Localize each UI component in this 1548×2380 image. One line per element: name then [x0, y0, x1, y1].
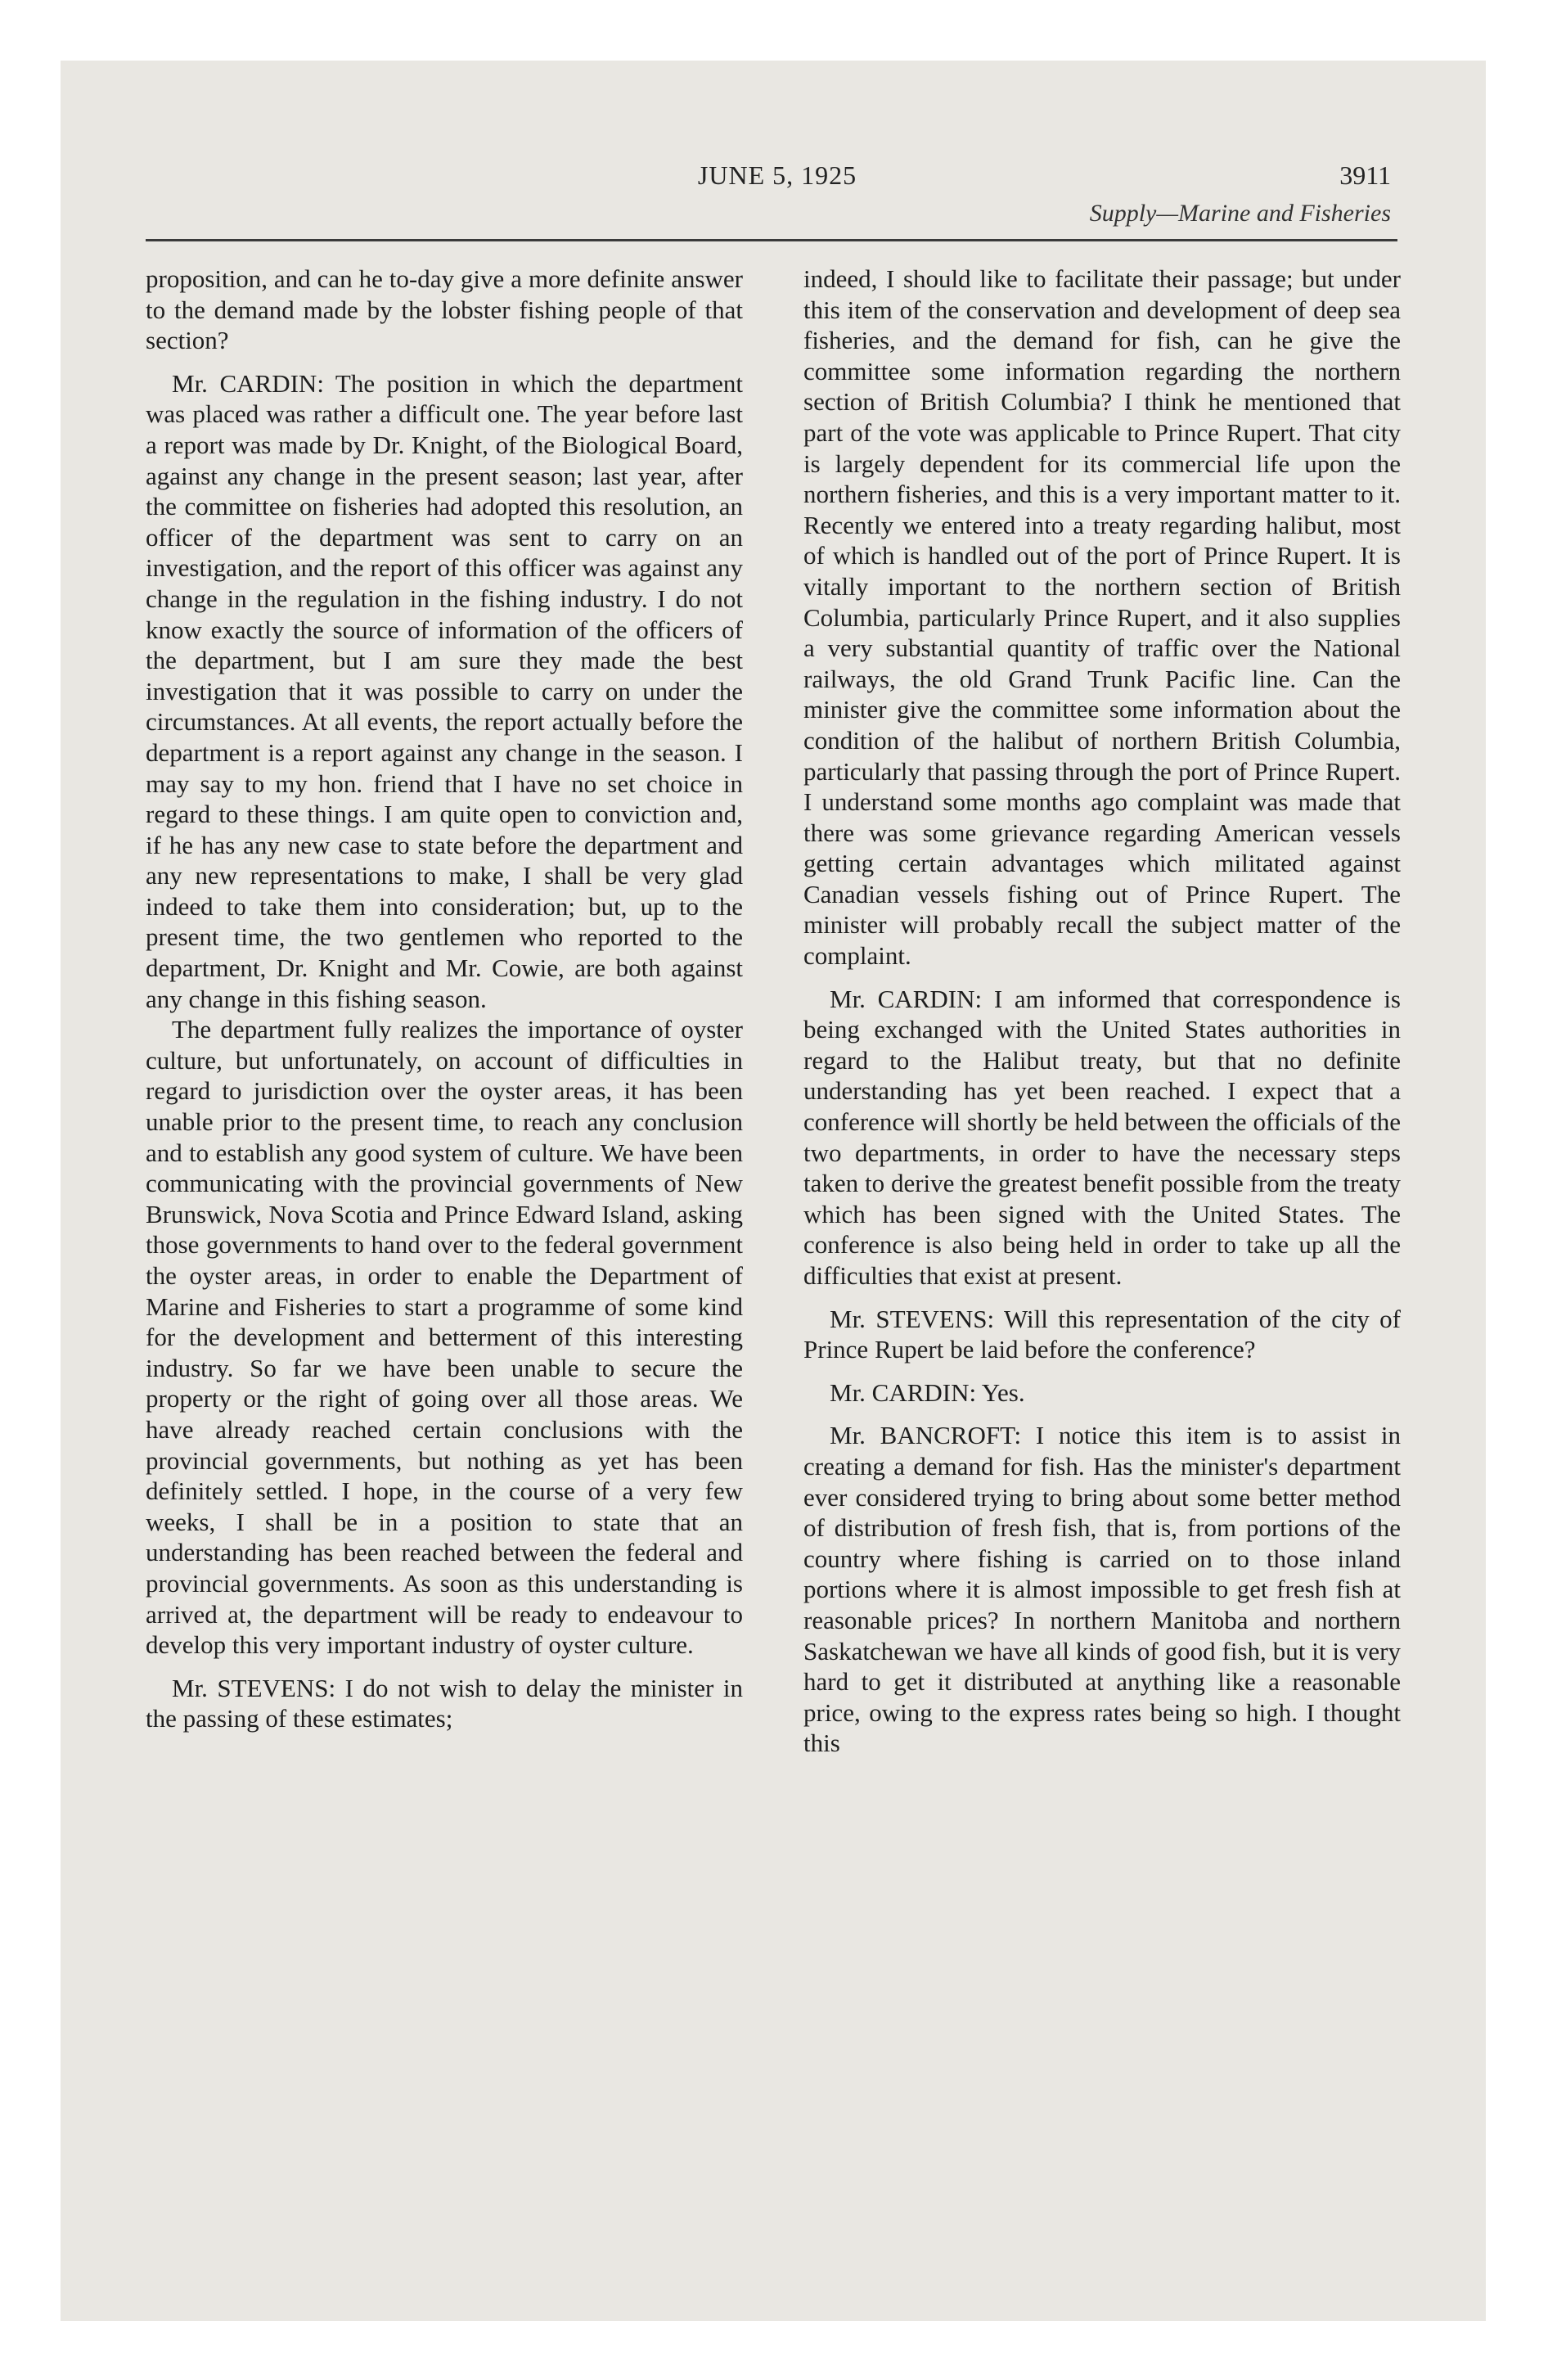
- right-column: [803, 264, 1401, 1759]
- paragraph: indeed, I should like to facilitate their passage; but under this item of the conservation and development of deep sea fisheries, and the demand for fish, can he give the committee some information regarding the northern section of British Columbia? I think he mentioned that part of the vote was applicable to Prince Rupert. That city is largely dependent for its commercial life upon the northern fisheries, and this is a very important matter to it. Recently we entered into a treaty regarding halibut, most of which is handled out of the port of Prince Rupert. It is vitally important to the northern section of British Columbia, particularly Prince Rupert, and it also supplies a very substantial quantity of traffic over the National railways, the old Grand Trunk Pacific line. Can the minister give the committee some information about the condition of the halibut of northern British Columbia, particularly that passing through the port of Prince Rupert. I understand some months ago complaint was made that there was some grievance regarding American vessels getting certain advantages which militated against Canadian vessels fishing out of Prince Rupert. The minister will probably recall the subject matter of the complaint.: [803, 264, 1401, 971]
- page-number: 3911: [1339, 160, 1391, 190]
- header-date: JUNE 5, 1925: [697, 160, 857, 190]
- paragraph: Mr. CARDIN: Yes.: [830, 1377, 1025, 1407]
- header-subtitle: Supply—Marine and Fisheries: [1089, 200, 1391, 227]
- header-rule: [146, 239, 1397, 241]
- left-column: [146, 264, 743, 1734]
- paragraph: proposition, and can he to-day give a more definite answer to the demand made by the lobster fishing people of that section?: [146, 264, 743, 355]
- paragraph: Mr. STEVENS: Will this representation of the city of Prince Rupert be laid before the conference?: [803, 1304, 1401, 1364]
- paragraph: Mr. CARDIN: I am informed that correspondence is being exchanged with the United States authorities in regard to the Halibut treaty, but that no definite understanding has yet been reached. I expect that a conference will shortly be held between the officials of the two departments, in order to have the necessary steps taken to derive the greatest benefit possible from the treaty which has been signed with the United States. The conference is also being held in order to take up all the difficulties that exist at present.: [803, 984, 1401, 1290]
- paragraph: Mr. STEVENS: I do not wish to delay the minister in the passing of these estimates;: [146, 1673, 743, 1733]
- paragraph: The department fully realizes the importance of oyster culture, but unfortunately, on account of difficulties in regard to jurisdiction over the oyster areas, it has been unable prior to the present time, to reach any conclusion and to establish any good system of culture. We have been communicating with the provincial governments of New Brunswick, Nova Scotia and Prince Edward Island, asking those governments to hand over to the federal government the oyster areas, in order to enable the Department of Marine and Fisheries to start a programme of some kind for the development and betterment of this interesting industry. So far we have been unable to secure the property or the right of going over all those areas. We have already reached certain conclusions with the provincial governments, but nothing as yet has been definitely settled. I hope, in the course of a very few weeks, I shall be in a position to state that an understanding has been reached between the federal and provincial governments. As soon as this understanding is arrived at, the department will be ready to endeavour to develop this very important industry of oyster culture.: [146, 1015, 743, 1660]
- paragraph: Mr. CARDIN: The position in which the department was placed was rather a difficult one. The year before last a report was made by Dr. Knight, of the Biological Board, against any change in the present season; last year, after the committee on fisheries had adopted this resolution, an officer of the department was sent to carry on an investigation, and the report of this officer was against any change in the regulation in the fishing industry. I do not know exactly the source of information of the officers of the department, but I am sure they made the best investigation that it was possible to carry on under the circumstances. At all events, the report actually before the department is a report against any change in the season. I may say to my hon. friend that I have no set choice in regard to these things. I am quite open to conviction and, if he has any new case to state before the department and any new representations to make, I shall be very glad indeed to take them into consideration; but, up to the present time, the two gentlemen who reported to the department, Dr. Knight and Mr. Cowie, are both against any change in this fishing season.: [146, 368, 743, 1013]
- paragraph: Mr. BANCROFT: I notice this item is to assist in creating a demand for fish. Has the minister's department ever considered trying to bring about some better method of distribution of fresh fish, that is, from portions of the country where fishing is carried on to those inland portions where it is almost impossible to get fresh fish at reasonable prices? In northern Manitoba and northern Saskatchewan we have all kinds of good fish, but it is very hard to get it distributed at anything like a reasonable price, owing to the express rates being so high. I thought this: [803, 1421, 1401, 1758]
